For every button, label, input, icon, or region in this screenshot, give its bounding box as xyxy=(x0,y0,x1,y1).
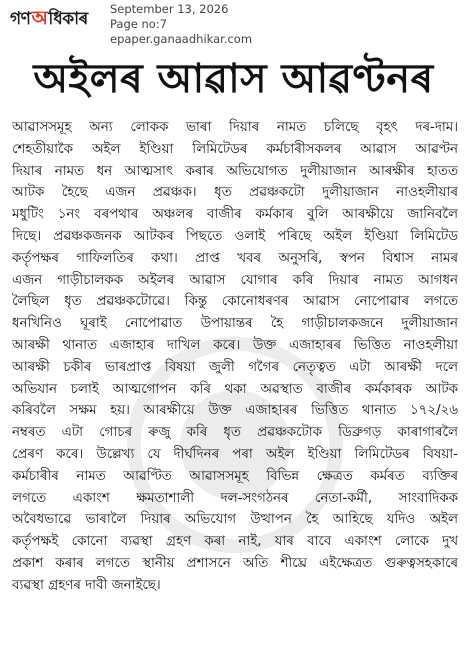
article-line: কৰ্তৃপক্ষৰ গাফিলতিৰ কথা। প্ৰাপ্ত খবৰ অনুসৰি, স্বপন বিশ্বাস নামৰ xyxy=(12,250,458,266)
article-line: দিছে। প্ৰৱঞ্চকজনক আটকৰ পিছতে ওলাই পৰিছে অইল ইণ্ডিয়া লিমিটেড xyxy=(12,228,458,244)
article-line: কৰ্মচাৰীৰ নামত আৱণ্টিত আৱাসসমূহ বিভিন্ন ক্ষেত্ৰত কৰ্মৰত ব্যক্তিৰ xyxy=(12,468,458,484)
article-line: ব্যৱস্থা গ্ৰহণৰ দাবী জনাইছে। xyxy=(12,577,161,593)
logo-text-part3: ধিকাৰ xyxy=(48,9,88,29)
article-line: অবৈধভাৱে ভাৰালৈ দিয়াৰ অভিযোগ উত্থাপন হৈ আহিছে যদিও অইল xyxy=(12,512,458,528)
article-line: আৰক্ষী চকীৰ ভাৰপ্ৰাপ্ত বিষয়া জুলী গগৈৰ নেতৃত্বত এটা আৰক্ষী দলে xyxy=(12,359,458,375)
logo-text-part1: গণ xyxy=(10,9,31,29)
newspaper-logo xyxy=(10,6,108,34)
clipping-meta xyxy=(110,2,252,47)
article-line: শেহতীয়াকৈ অইল ইণ্ডিয়া লিমিটেডৰ কৰ্মচাৰীসকলৰ আৱাস আৱণ্টন xyxy=(12,141,458,157)
article-body xyxy=(12,117,458,597)
epaper-header xyxy=(0,0,467,50)
article-line: অভিযান চলাই আত্মগোপন কৰি থকা অৱস্থাত বাজীৰ কৰ্মকাৰক আটক xyxy=(12,381,458,397)
article-line: আটক হৈছে এজন প্ৰৱঞ্চক। ধৃত প্ৰৱঞ্চকটো দুলীয়াজান নাওহলীয়াৰ xyxy=(12,185,458,201)
article-line: নম্বৰত এটা গোচৰ ৰুজু কৰি ধৃত প্ৰৱঞ্চকটোক ডিব্ৰুগড় কাৰাগাৰলৈ xyxy=(12,425,458,441)
logo-text-part2: অ xyxy=(31,7,48,29)
article-headline: অইলৰ আৱাস আৱণ্টনৰ xyxy=(33,56,434,102)
epaper-url: epaper.ganaadhikar.com xyxy=(110,32,253,46)
article-line: কৰিবলৈ সক্ষম হয়। আৰক্ষীয়ে উক্ত এজাহাৰৰ ভিত্তিত থানাত ১৭২/২৬ xyxy=(12,403,458,419)
article-line: আৰক্ষী থানাত এজাহাৰ দাখিল কৰে। উক্ত এজাহাৰৰ ভিত্তিত নাওহলীয়া xyxy=(12,337,458,353)
article-line: লগতে একাংশ ক্ষমতাশালী দল-সংগঠনৰ নেতা-কৰ্মী, সাংবাদিকক xyxy=(12,490,458,506)
publication-date: September 13, 2026 xyxy=(110,2,229,16)
article-line: দিয়াৰ নামত ধন আত্মসাৎ কৰাৰ অভিযোগত দুলীয়াজান আৰক্ষীৰ হাতত xyxy=(12,163,458,179)
article-line: প্ৰেৰণ কৰে। উল্লেখ্য যে দীৰ্ঘদিনৰ পৰা অইল ইণ্ডিয়া লিমিটেডৰ বিষয়া- xyxy=(12,446,458,462)
article-line: আৱাসসমূহ অন্য লোকক ভাৰা দিয়াৰ নামত চলিছে বৃহৎ দৰ-দাম। xyxy=(12,120,458,135)
article-line: লৈছিল ধৃত প্ৰৱঞ্চকটোৱে। কিন্তু কোনোধৰণৰ আৱাস নোপোৱাৰ লগতে xyxy=(12,294,458,310)
page-number: Page no:7 xyxy=(110,17,168,31)
article-line: কৰ্তৃপক্ষই কোনো ব্যৱস্থা গ্ৰহণ কৰা নাই, যাৰ বাবে একাংশ লোকে দুখ xyxy=(12,534,458,550)
article-line: মধুটিং ১নং বৰপথাৰ অঞ্চলৰ বাজীৰ কৰ্মকাৰ বুলি আৰক্ষীয়ে জানিবলৈ xyxy=(12,207,458,223)
article-line: ধনখিনিও ঘূৰাই নোপোৱাত উপায়ান্তৰ হৈ গাড়ীচালকজনে দুলীয়াজান xyxy=(12,316,458,332)
article-line: এজন গাড়ীচালকক অইলৰ আৱাস যোগাৰ কৰি দিয়াৰ নামত আগধন xyxy=(12,272,458,288)
article-line: প্ৰকাশ কৰাৰ লগতে স্থানীয় প্ৰশাসনে অতি শীঘ্ৰে এইক্ষেত্ৰত গুৰুত্বসহকাৰে xyxy=(12,555,458,571)
